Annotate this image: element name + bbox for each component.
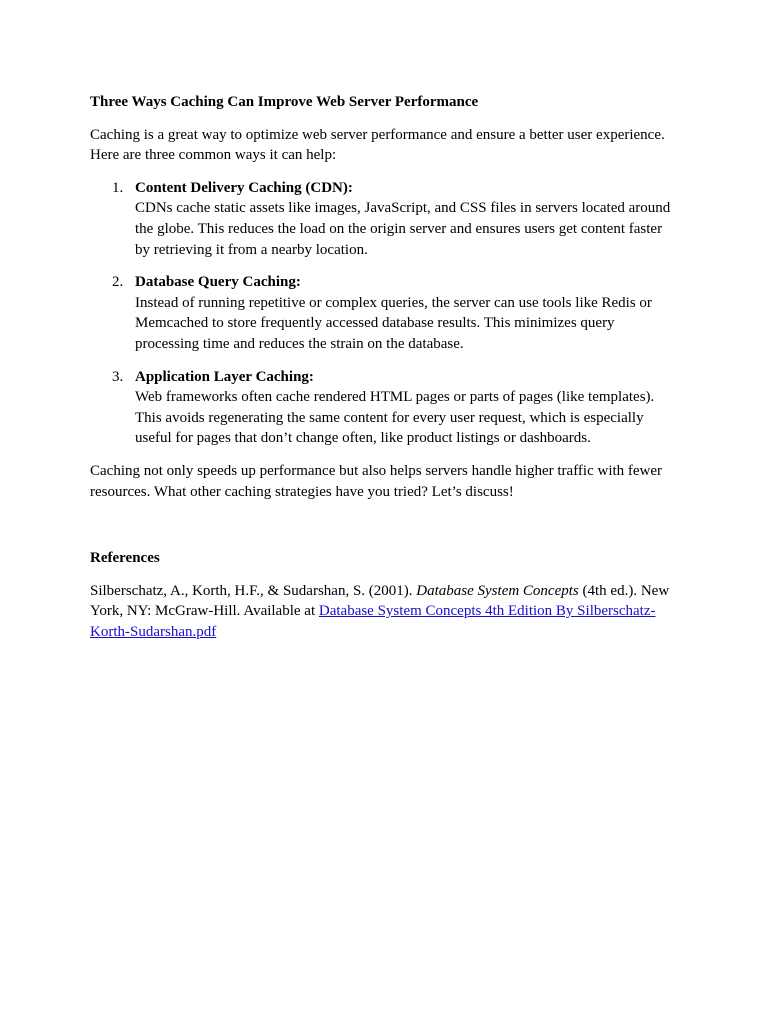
- reference-details: (4th ed.). New York, NY: McGraw-Hill. Available at: [90, 582, 670, 620]
- list-item: [90, 178, 680, 260]
- list-item: [90, 272, 680, 354]
- list-item-number: 1.: [112, 179, 124, 196]
- references-heading: References: [90, 550, 160, 567]
- list-item-heading: Database Query Caching:: [135, 274, 301, 291]
- reference-entry: [90, 581, 680, 643]
- reference-authors: Silberschatz, A., Korth, H.F., & Sudarshan, S. (2001).: [90, 582, 417, 599]
- list-item-number: 2.: [112, 274, 124, 291]
- list-item: [90, 367, 680, 449]
- intro-paragraph: Caching is a great way to optimize web server performance and ensure a better user experience. Here are three common ways it can help:: [90, 126, 665, 164]
- reference-book-title: Database System Concepts: [416, 582, 579, 599]
- caching-ways-list: [90, 178, 680, 449]
- list-item-heading: Application Layer Caching:: [135, 368, 314, 385]
- list-item-body: Web frameworks often cache rendered HTML pages or parts of pages (like templates). This avoids regenerating the same content for every user request, which is especially useful for pages that don’t change often, like product listings or dashboards.: [135, 389, 655, 447]
- list-item-number: 3.: [112, 368, 124, 385]
- list-item-heading: Content Delivery Caching (CDN):: [135, 179, 353, 196]
- reference-pdf-link[interactable]: Database System Concepts 4th Edition By Silberschatz-Korth-Sudarshan.pdf: [90, 603, 656, 640]
- list-item-body: Instead of running repetitive or complex queries, the server can use tools like Redis or Memcached to store frequently accessed database results. This minimizes query processing time and reduces the strain on the database.: [135, 294, 652, 352]
- document-title: Three Ways Caching Can Improve Web Server Performance: [90, 94, 479, 110]
- list-item-body: CDNs cache static assets like images, JavaScript, and CSS files in servers located around the globe. This reduces the load on the origin server and ensures users get content faster by retrieving it from a nearby location.: [135, 200, 671, 258]
- closing-paragraph: Caching not only speeds up performance but also helps servers handle higher traffic with fewer resources. What other caching strategies have you tried? Let’s discuss!: [90, 462, 663, 500]
- document-page: [90, 92, 680, 654]
